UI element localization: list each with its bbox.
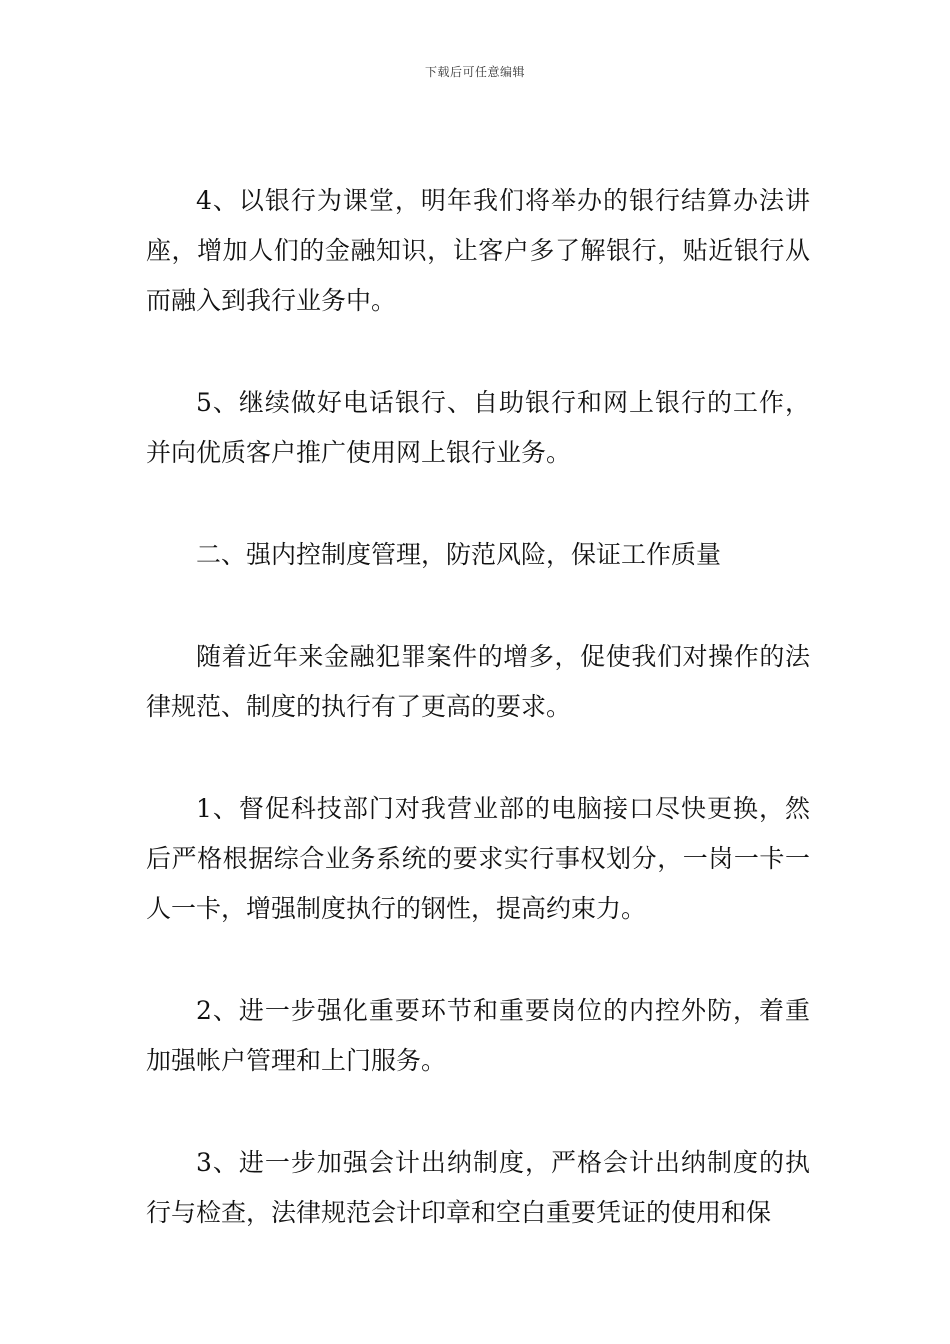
paragraph-intro: 随着近年来金融犯罪案件的增多，促使我们对操作的法律规范、制度的执行有了更高的要求。: [146, 642, 810, 721]
paragraph-item-5: 5、继续做好电话银行、自助银行和网上银行的工作，并向优质客户推广使用网上银行业务。: [146, 388, 810, 467]
page-header-note: 下载后可任意编辑: [424, 65, 525, 79]
document-body: [146, 176, 810, 1238]
paragraph-item-3: 3、进一步加强会计出纳制度，严格会计出纳制度的执行与检查，法律规范会计印章和空白重要凭证的使用和保: [146, 1148, 810, 1227]
paragraph-item-4: 4、以银行为课堂，明年我们将举办的银行结算办法讲座，增加人们的金融知识，让客户多了解银行，贴近银行从而融入到我行业务中。: [146, 186, 810, 315]
section-heading: 二、强内控制度管理，防范风险，保证工作质量: [196, 540, 722, 569]
paragraph-item-1: 1、督促科技部门对我营业部的电脑接口尽快更换，然后严格根据综合业务系统的要求实行事权划分，一岗一卡一人一卡，增强制度执行的钢性，提高约束力。: [146, 794, 810, 923]
paragraph-item-2: 2、进一步强化重要环节和重要岗位的内控外防，着重加强帐户管理和上门服务。: [146, 996, 810, 1075]
